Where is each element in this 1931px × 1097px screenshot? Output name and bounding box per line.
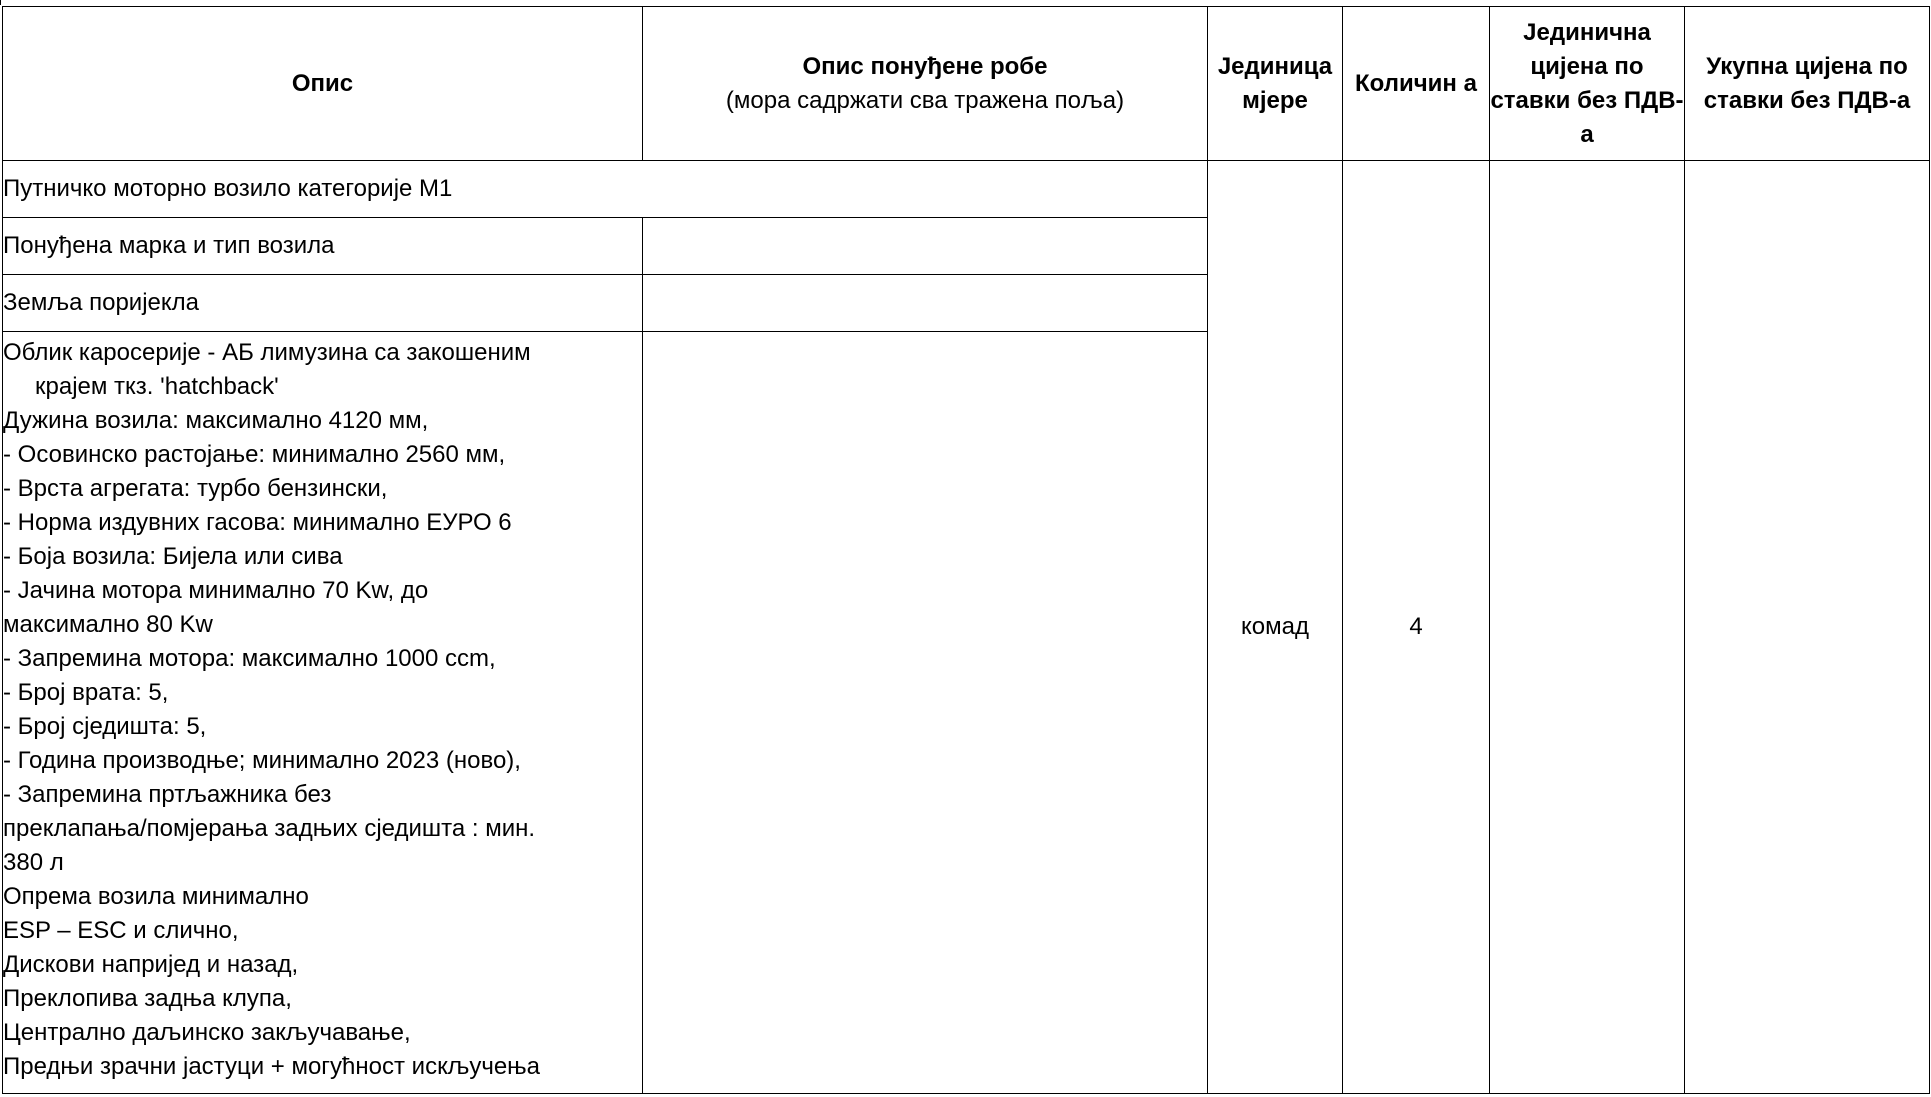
- spec-line: Централно даљинско закључавање,: [3, 1019, 411, 1046]
- header-offered-subtitle: (мора садржати сва тражена поља): [725, 86, 1125, 114]
- unit-cell: комад: [1208, 161, 1343, 1094]
- spec-line: - Јачина мотора минимално 70 Kw, до: [3, 577, 429, 604]
- offered-brand-label: Понуђена марка и тип возила: [3, 218, 643, 275]
- spec-line: - Осовинско растојање: минимално 2560 мм,: [3, 441, 506, 468]
- spec-table: [2, 6, 1930, 1094]
- spec-line: Облик каросерије - АБ лимузина са закошеним: [3, 339, 531, 366]
- quantity-cell: 4: [1343, 161, 1490, 1094]
- spec-line: - Запремина мотора: максимално 1000 ccm,: [3, 645, 496, 672]
- header-quantity: Количин а: [1343, 7, 1490, 161]
- spec-line: - Врста агрегата: турбо бензински,: [3, 475, 388, 502]
- spec-line: Дужина возила: максимално 4120 мм,: [3, 407, 429, 434]
- spec-line: Предњи зрачни јастуци + могућност искључења: [3, 1053, 541, 1080]
- header-total-price: Укупна цијена по ставки без ПДВ-а: [1685, 7, 1930, 161]
- spec-line: - Запремина пртљажника без: [3, 781, 332, 808]
- spec-line: - Норма издувних гасова: минимално ЕУРО 6: [3, 509, 512, 536]
- spec-line: ESP – ESC и слично,: [3, 917, 239, 944]
- page-corner-mark: [0, 0, 6, 5]
- offered-brand-value: [643, 218, 1208, 275]
- spec-line: крајем ткз. 'hatchback': [35, 373, 279, 400]
- table-row: [3, 161, 1930, 218]
- spec-description-cell: [3, 332, 643, 1094]
- origin-country-label: Земља поријекла: [3, 275, 643, 332]
- header-unit: Јединица мјере: [1208, 7, 1343, 161]
- spec-line: Опрема возила минимално: [3, 883, 309, 910]
- spec-line: 380 л: [3, 849, 64, 876]
- spec-line: - Број врата: 5,: [3, 679, 169, 706]
- spec-line: преклапања/помјерања задњих сједишта : мин.: [3, 815, 536, 842]
- spec-line: Преклопива задња клупа,: [3, 985, 292, 1012]
- spec-line: - Година производње; минимално 2023 (ново),: [3, 747, 521, 774]
- origin-country-value: [643, 275, 1208, 332]
- header-offered-goods: [643, 7, 1208, 161]
- header-unit-price: Јединична цијена по ставки без ПДВ-а: [1490, 7, 1685, 161]
- total-price-cell: [1685, 161, 1930, 1094]
- spec-line: - Боја возила: Бијела или сива: [3, 543, 343, 570]
- header-offered-title: Опис понуђене робе: [802, 52, 1048, 80]
- spec-line: - Број сједишта: 5,: [3, 713, 207, 740]
- spec-offered-cell: [643, 332, 1208, 1094]
- spec-line: максимално 80 Kw: [3, 611, 213, 638]
- unit-price-cell: [1490, 161, 1685, 1094]
- vehicle-category-cell: Путничко моторно возило категорије М1: [3, 161, 1208, 218]
- table-header-row: [3, 7, 1930, 161]
- spec-line: Дискови напријед и назад,: [3, 951, 299, 978]
- header-opis: Опис: [3, 7, 643, 161]
